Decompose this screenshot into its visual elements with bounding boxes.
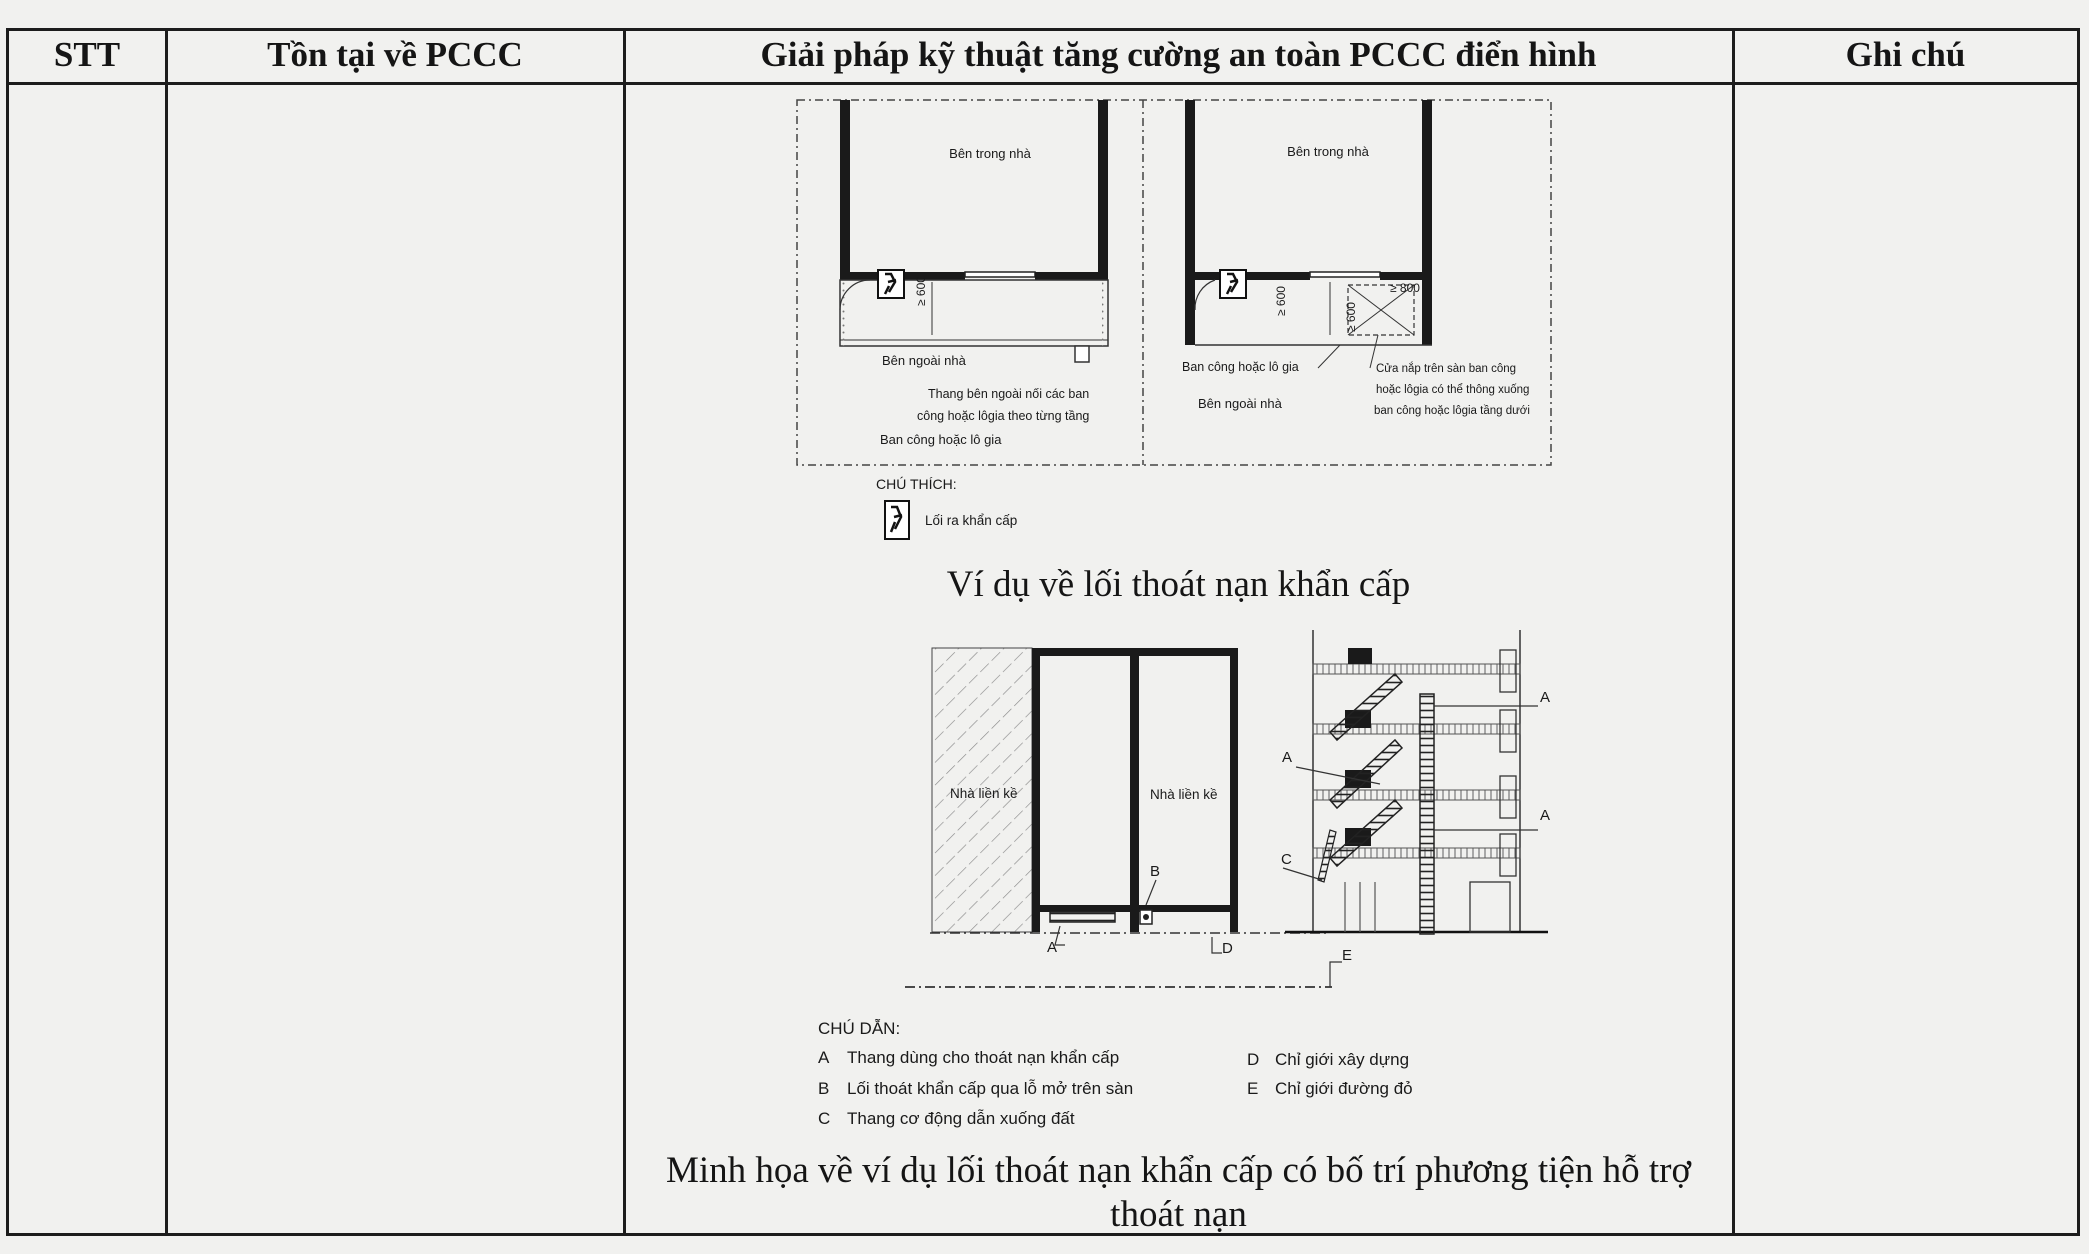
marker-a-plan: A bbox=[1047, 939, 1058, 956]
legend-title: CHÚ DẪN: bbox=[818, 1019, 901, 1038]
right-dim-800: ≥ 800 bbox=[1390, 281, 1420, 295]
header-solution: Giải pháp kỹ thuật tăng cường an toàn PCCC điển hình bbox=[760, 35, 1597, 74]
right-dim-600-a: ≥ 600 bbox=[1274, 286, 1288, 316]
legend-key-d: D bbox=[1247, 1050, 1260, 1069]
exit-legend-label: Lối ra khẩn cấp bbox=[925, 513, 1018, 528]
hatch-label-line1: Cửa nắp trên sàn ban công bbox=[1376, 363, 1517, 375]
figure2-caption-line2: thoát nạn bbox=[1110, 1194, 1247, 1235]
header-note: Ghi chú bbox=[1845, 35, 1966, 74]
left-outside-label: Bên ngoài nhà bbox=[882, 353, 966, 368]
marker-d-plan: D bbox=[1222, 940, 1233, 957]
marker-e-plan: E bbox=[1342, 947, 1353, 964]
house-right-label: Nhà liền kề bbox=[1150, 787, 1218, 802]
left-dim-600: ≥ 600 bbox=[914, 276, 928, 306]
legend-text-b: Lối thoát khẩn cấp qua lỗ mở trên sàn bbox=[847, 1079, 1134, 1098]
right-inside-label: Bên trong nhà bbox=[1287, 144, 1369, 159]
right-dim-600-b: ≥ 600 bbox=[1344, 302, 1358, 332]
legend-text-a: Thang dùng cho thoát nạn khẩn cấp bbox=[847, 1048, 1120, 1067]
marker-a-elev-3: A bbox=[1540, 807, 1551, 824]
figure2-caption-line1: Minh họa về ví dụ lối thoát nạn khẩn cấp có bố trí phương tiện hỗ trợ bbox=[665, 1150, 1692, 1191]
legend-key-a: A bbox=[818, 1048, 830, 1067]
figure2-plan bbox=[905, 648, 1342, 987]
house-left-label: Nhà liền kề bbox=[950, 786, 1018, 801]
marker-c-elev: C bbox=[1281, 851, 1292, 868]
left-balcony-label: Ban công hoặc lô gia bbox=[880, 432, 1002, 447]
stair-label-line1: Thang bên ngoài nối các ban bbox=[928, 387, 1090, 401]
header-stt: STT bbox=[53, 35, 121, 74]
hatch-label-line2: hoặc lôgia có thể thông xuống bbox=[1376, 384, 1530, 396]
legend-text-d: Chỉ giới xây dựng bbox=[1275, 1050, 1410, 1069]
marker-b-plan: B bbox=[1150, 863, 1161, 880]
marker-a-elev-1: A bbox=[1540, 689, 1551, 706]
right-outside-label: Bên ngoài nhà bbox=[1198, 396, 1282, 411]
legend-text-c: Thang cơ động dẫn xuống đất bbox=[847, 1109, 1075, 1128]
left-inside-label: Bên trong nhà bbox=[949, 146, 1031, 161]
legend-key-c: C bbox=[818, 1109, 831, 1128]
header-issue: Tồn tại về PCCC bbox=[267, 35, 523, 74]
legend-key-e: E bbox=[1247, 1079, 1259, 1098]
stair-label-line2: công hoặc lôgia theo từng tầng bbox=[917, 409, 1090, 423]
hatch-label-line3: ban công hoặc lôgia tầng dưới bbox=[1374, 405, 1530, 417]
figure2-elevation bbox=[1283, 630, 1551, 934]
marker-a-elev-2: A bbox=[1282, 749, 1293, 766]
legend-key-b: B bbox=[818, 1079, 830, 1098]
right-balcony-label: Ban công hoặc lô gia bbox=[1182, 360, 1299, 374]
note-title: CHÚ THÍCH: bbox=[876, 476, 957, 492]
legend-text-e: Chỉ giới đường đỏ bbox=[1275, 1079, 1413, 1098]
figure1-caption: Ví dụ về lối thoát nạn khẩn cấp bbox=[946, 564, 1411, 605]
